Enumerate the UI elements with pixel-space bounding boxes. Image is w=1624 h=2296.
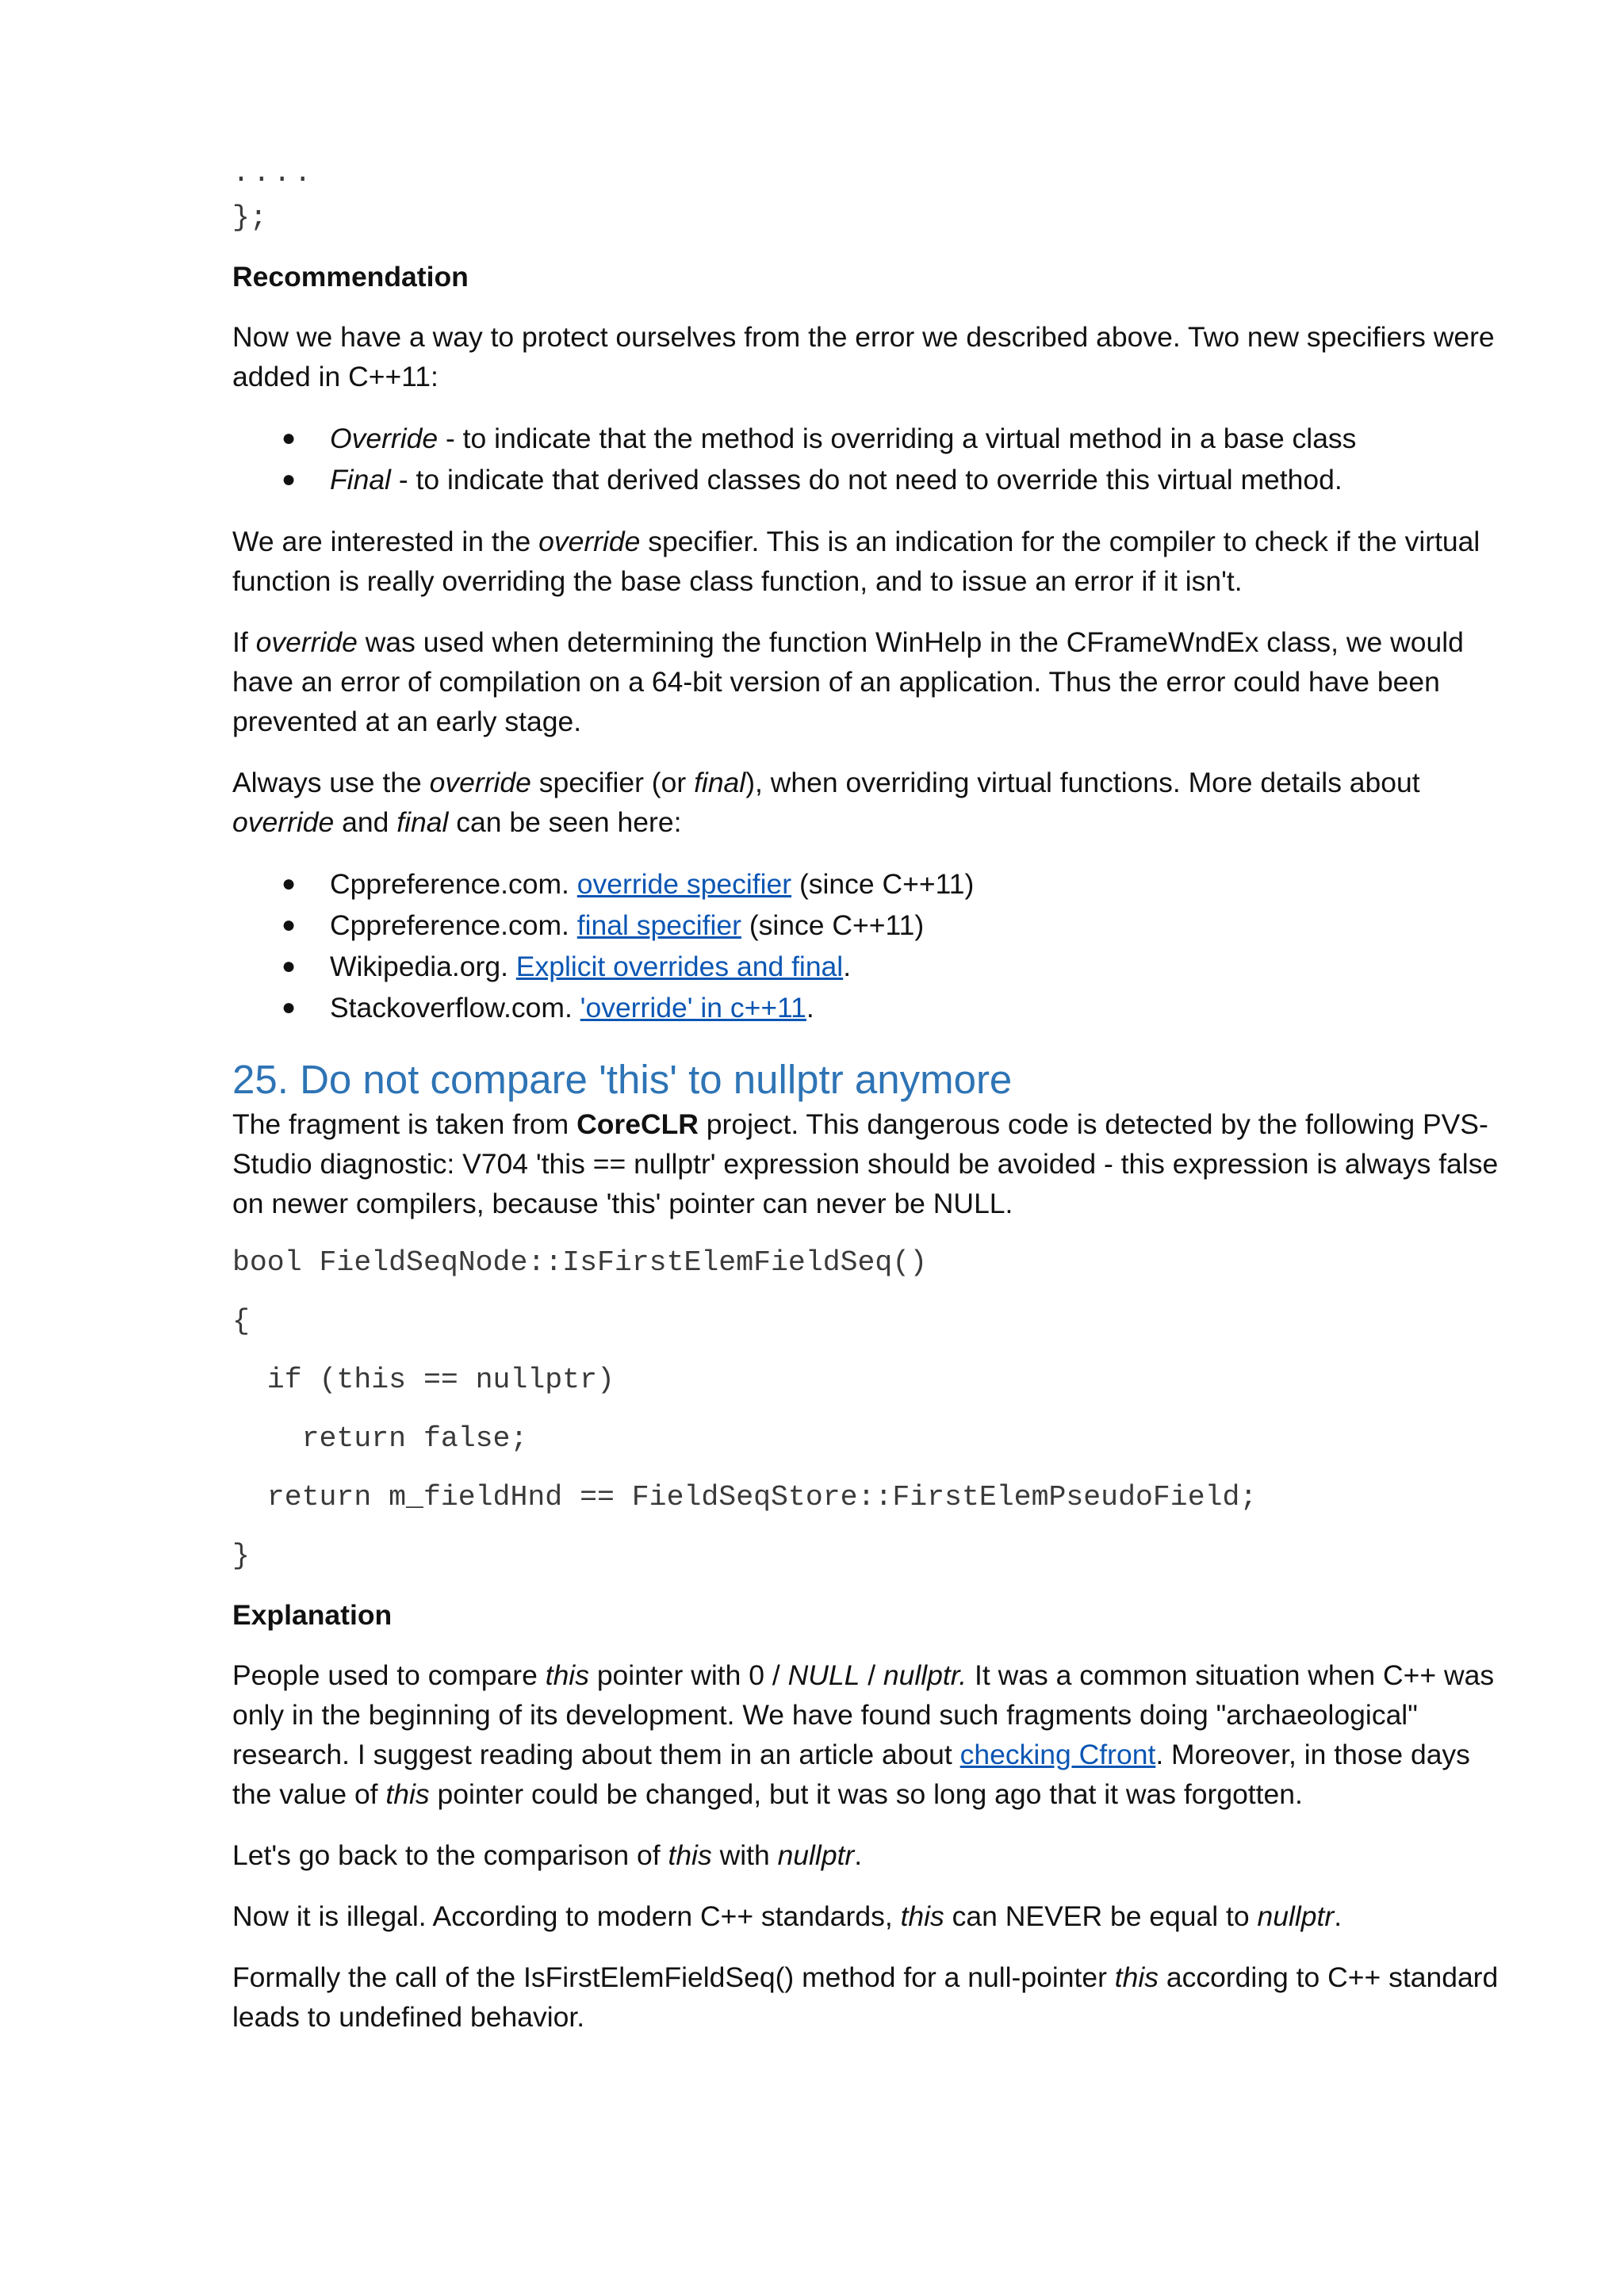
paragraph-always-use: Always use the override specifier (or final), when overriding virtual functions. More details about override and final can be seen here: <box>232 767 1420 838</box>
bullet-icon: ● <box>282 912 297 938</box>
code-line: return m_fieldHnd == FieldSeqStore::FirstElemPseudoField; <box>232 1481 1258 1513</box>
bullet-icon: ● <box>282 425 297 451</box>
list-item: ● Final - to indicate that derived classes do not need to override this virtual method. <box>232 459 1509 500</box>
list-item: ● Stackoverflow.com. 'override' in c++11. <box>232 987 1509 1028</box>
list-item: ● Cppreference.com. final specifier (since C++11) <box>232 905 1509 946</box>
list-item: ● Wikipedia.org. Explicit overrides and final. <box>232 946 1509 987</box>
specifier-list <box>232 418 1509 500</box>
code-line: return false; <box>232 1422 528 1455</box>
bullet-icon: ● <box>282 994 297 1020</box>
override-specifier-link[interactable]: override specifier <box>576 868 792 900</box>
bullet-icon: ● <box>282 953 297 979</box>
list-item: ● Cppreference.com. override specifier (since C++11) <box>232 863 1509 905</box>
bullet-icon: ● <box>282 871 297 897</box>
recommendation-heading: Recommendation <box>232 261 469 293</box>
paragraph-history: People used to compare this pointer with 0 / NULL / nullptr. It was a common situation when C++ was only in the beginning of its development. We have found such fragments doing "archaeological" research. I suggest reading about them in an article about checking Cfront. Moreover, in those days the value of this pointer could be changed, but it was so long ago that it was forgotten. <box>232 1659 1495 1810</box>
explanation-heading: Explanation <box>232 1599 393 1631</box>
code-line: } <box>232 1540 250 1572</box>
section-25-intro: The fragment is taken from CoreCLR project. This dangerous code is detected by the following PVS-Studio diagnostic: V704 'this == nullptr' expression should be avoided - this expression is always false on newer compilers, because 'this' pointer can never be NULL. <box>232 1108 1499 1219</box>
recommendation-intro: Now we have a way to protect ourselves from the error we described above. Two new specifiers were added in C++11: <box>232 321 1495 392</box>
list-item: ● Override - to indicate that the method is overriding a virtual method in a base class <box>232 418 1509 459</box>
document-page <box>232 155 1509 2058</box>
paragraph-illegal: Now it is illegal. According to modern C++ standards, this can NEVER be equal to nullptr. <box>232 1900 1342 1932</box>
final-specifier-link[interactable]: final specifier <box>576 909 741 941</box>
code-line: { <box>232 1305 250 1337</box>
paragraph-winhelp: If override was used when determining the function WinHelp in the CFrameWndEx class, we would have an error of compilation on a 64-bit version of an application. Thus the error could have been prevented at an early stage. <box>232 626 1464 737</box>
checking-cfront-link[interactable]: checking Cfront <box>959 1739 1156 1770</box>
paragraph-undefined-behavior: Formally the call of the IsFirstElemFieldSeq() method for a null-pointer this according to C++ standard leads to undefined behavior. <box>232 1961 1499 2033</box>
explicit-overrides-link[interactable]: Explicit overrides and final <box>515 951 844 982</box>
reference-links-list <box>232 863 1509 1028</box>
paragraph-override-interest: We are interested in the override specifier. This is an indication for the compiler to check if the virtual function is really overriding the base class function, and to issue an error if it isn't. <box>232 526 1480 597</box>
section-25-title: 25. Do not compare 'this' to nullptr anymore <box>232 1057 1013 1102</box>
code-ellipsis: .... <box>232 157 315 189</box>
bullet-icon: ● <box>282 466 297 492</box>
code-line: bool FieldSeqNode::IsFirstElemFieldSeq() <box>232 1246 928 1279</box>
paragraph-go-back: Let's go back to the comparison of this with nullptr. <box>232 1839 863 1871</box>
stackoverflow-override-link[interactable]: 'override' in c++11 <box>580 992 806 1024</box>
code-line: if (this == nullptr) <box>232 1364 615 1396</box>
code-closing-brace: }; <box>232 201 267 234</box>
